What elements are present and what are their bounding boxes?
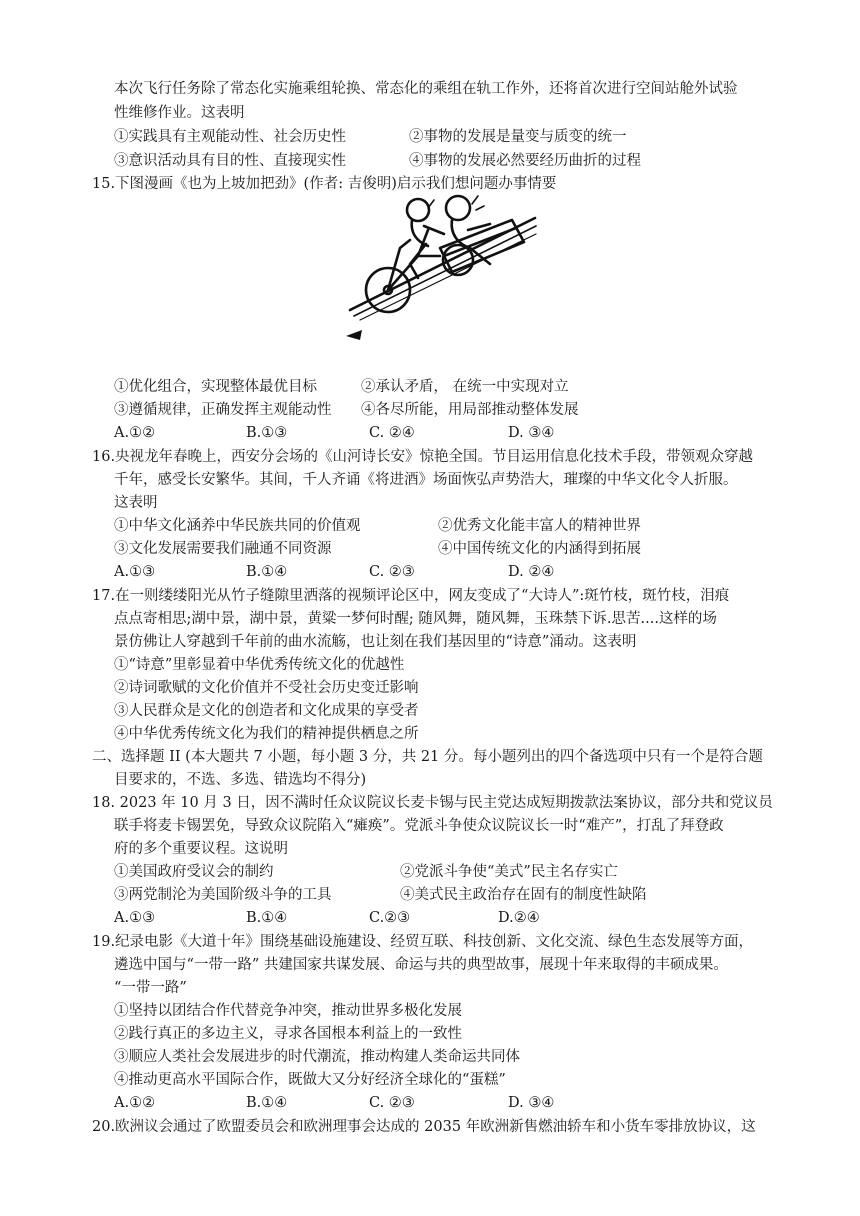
q18-option-3: ③两党制沦为美国阶级斗争的工具	[114, 887, 332, 903]
q19-stem-line-3: “一带一路”	[114, 980, 187, 996]
q19-stem-line-2: 遴选中国与“一带一路” 共建国家共谋发展、命运与共的典型故事，展现十年来取得的丰硕成果。	[114, 957, 728, 973]
q16-stem-line-3: 这表明	[114, 495, 158, 511]
q14-stem-line-2: 性维修作业。这表明	[114, 105, 245, 121]
q14-option-4: ④事物的发展必然要经历曲折的过程	[409, 153, 641, 169]
q19-answer-a: A.①②	[114, 1095, 156, 1111]
q15-stem: 15.下图漫画《也为上坡加把劲》(作者: 吉俊明)启示我们想问题办事情要	[92, 176, 557, 192]
q17-option-2: ②诗词歌赋的文化价值并不受社会历史变迁影响	[114, 680, 419, 696]
q18-option-2: ②党派斗争使“美式”民主名存实亡	[400, 864, 618, 880]
q19-option-2: ②践行真正的多边主义，寻求各国根本利益上的一致性	[114, 1026, 462, 1042]
q15-answer-b: B.①③	[246, 425, 288, 441]
q17-option-1: ①“诗意”里彰显着中华优秀传统文化的优越性	[114, 657, 405, 673]
q16-answer-b: B.①④	[246, 564, 288, 580]
q18-option-4: ④美式民主政治存在固有的制度性缺陷	[400, 887, 647, 903]
q15-answer-c: C. ②④	[369, 425, 415, 441]
q17-stem-line-3: 景仿佛让人穿越到千年前的曲水流觞，也让刻在我们基因里的“诗意”涌动。这表明	[114, 634, 637, 650]
q19-option-3: ③顺应人类社会发展进步的时代潮流，推动构建人类命运共同体	[114, 1049, 520, 1065]
q16-answer-d: D. ②④	[508, 564, 555, 580]
q19-answer-d: D. ③④	[508, 1095, 555, 1111]
q16-option-1: ①中华文化涵养中华民族共同的价值观	[114, 518, 361, 534]
q15-option-3: ③遵循规律，正确发挥主观能动性	[114, 402, 332, 418]
q18-answer-d: D.②④	[498, 910, 540, 926]
q17-stem-line-1: 17.在一则缕缕阳光从竹子缝隙里洒落的视频评论区中，网友变成了“大诗人”:斑竹枝，斑竹枝，泪痕	[92, 588, 730, 604]
q19-option-4: ④推动更高水平国际合作，既做大又分好经济全球化的“蛋糕”	[114, 1072, 506, 1088]
section2-heading-line-2: 目要求的，不选、多选、错选均不得分)	[114, 772, 367, 788]
q18-stem-line-2: 联手将麦卡锡罢免，导致众议院陷入“瘫痪”。党派斗争使众议院议长一时“难产”，打乱了拜登政	[114, 818, 724, 834]
q15-answer-d: D. ③④	[508, 425, 555, 441]
q14-option-2: ②事物的发展是量变与质变的统一	[409, 129, 627, 145]
q16-answer-a: A.①③	[114, 564, 156, 580]
q18-answer-b: B.①④	[246, 910, 288, 926]
q17-option-4: ④中华优秀传统文化为我们的精神提供栖息之所	[114, 726, 419, 742]
q15-option-1: ①优化组合，实现整体最优目标	[114, 379, 317, 395]
q16-option-3: ③文化发展需要我们融通不同资源	[114, 541, 332, 557]
q20-stem-line-1: 20.欧洲议会通过了欧盟委员会和欧洲理事会达成的 2035 年欧洲新售燃油轿车和小货车零排放协议，这	[92, 1119, 756, 1135]
q19-option-1: ①坚持以团结合作代替竞争冲突，推动世界多极化发展	[114, 1003, 462, 1019]
q15-option-4: ④各尽所能，用局部推动整体发展	[361, 402, 579, 418]
q17-stem-line-2: 点点寄相思;湖中景，湖中景，黄粱一梦何时醒; 随风舞，随风舞，玉珠禁下诉.思苦....这样的场	[114, 611, 717, 627]
q17-option-3: ③人民群众是文化的创造者和文化成果的享受者	[114, 703, 419, 719]
q18-stem-line-1: 18. 2023 年 10 月 3 日，因不满时任众议院议长麦卡锡与民主党达成短期拨款法案协议，部分共和党议员	[92, 795, 773, 811]
cartoon-tricycle-uphill-illustration	[340, 190, 540, 350]
q19-stem-line-1: 19.纪录电影《大道十年》围绕基础设施建设、经贸互联、科技创新、文化交流、绿色生态发展等方面，	[92, 934, 754, 950]
q14-option-3: ③意识活动具有目的性、直接现实性	[114, 153, 346, 169]
q16-stem-line-2: 千年，感受长安繁华。其间，千人齐诵《将进酒》场面恢弘声势浩大，璀璨的中华文化令人折服。	[114, 472, 738, 488]
signature-mark	[346, 330, 362, 340]
q16-option-2: ②优秀文化能丰富人的精神世界	[438, 518, 641, 534]
q16-stem-line-1: 16.央视龙年春晚上，西安分会场的《山河诗长安》惊艳全国。节目运用信息化技术手段，带领观众穿越	[92, 449, 754, 465]
q14-stem-line-1: 本次飞行任务除了常态化实施乘组轮换、常态化的乘组在轨工作外，还将首次进行空间站舱外试验	[114, 81, 738, 97]
q19-answer-b: B.①④	[246, 1095, 288, 1111]
q16-option-4: ④中国传统文化的内涵得到拓展	[438, 541, 641, 557]
q18-option-1: ①美国政府受议会的制约	[114, 864, 274, 880]
q19-answer-c: C. ②③	[369, 1095, 415, 1111]
q15-answer-a: A.①②	[114, 425, 156, 441]
cartoon-image	[340, 190, 540, 350]
section2-heading: 二、选择题 II (本大题共 7 小题，每小题 3 分，共 21 分。每小题列出的四个备选项中只有一个是符合题	[92, 749, 763, 765]
q18-stem-line-3: 府的多个重要议程。这说明	[114, 841, 288, 857]
q14-option-1: ①实践具有主观能动性、社会历史性	[114, 129, 346, 145]
q16-answer-c: C. ②③	[369, 564, 415, 580]
q15-option-2: ②承认矛盾， 在统一中实现对立	[361, 379, 569, 395]
q18-answer-c: C.②③	[369, 910, 411, 926]
q18-answer-a: A.①③	[114, 910, 156, 926]
